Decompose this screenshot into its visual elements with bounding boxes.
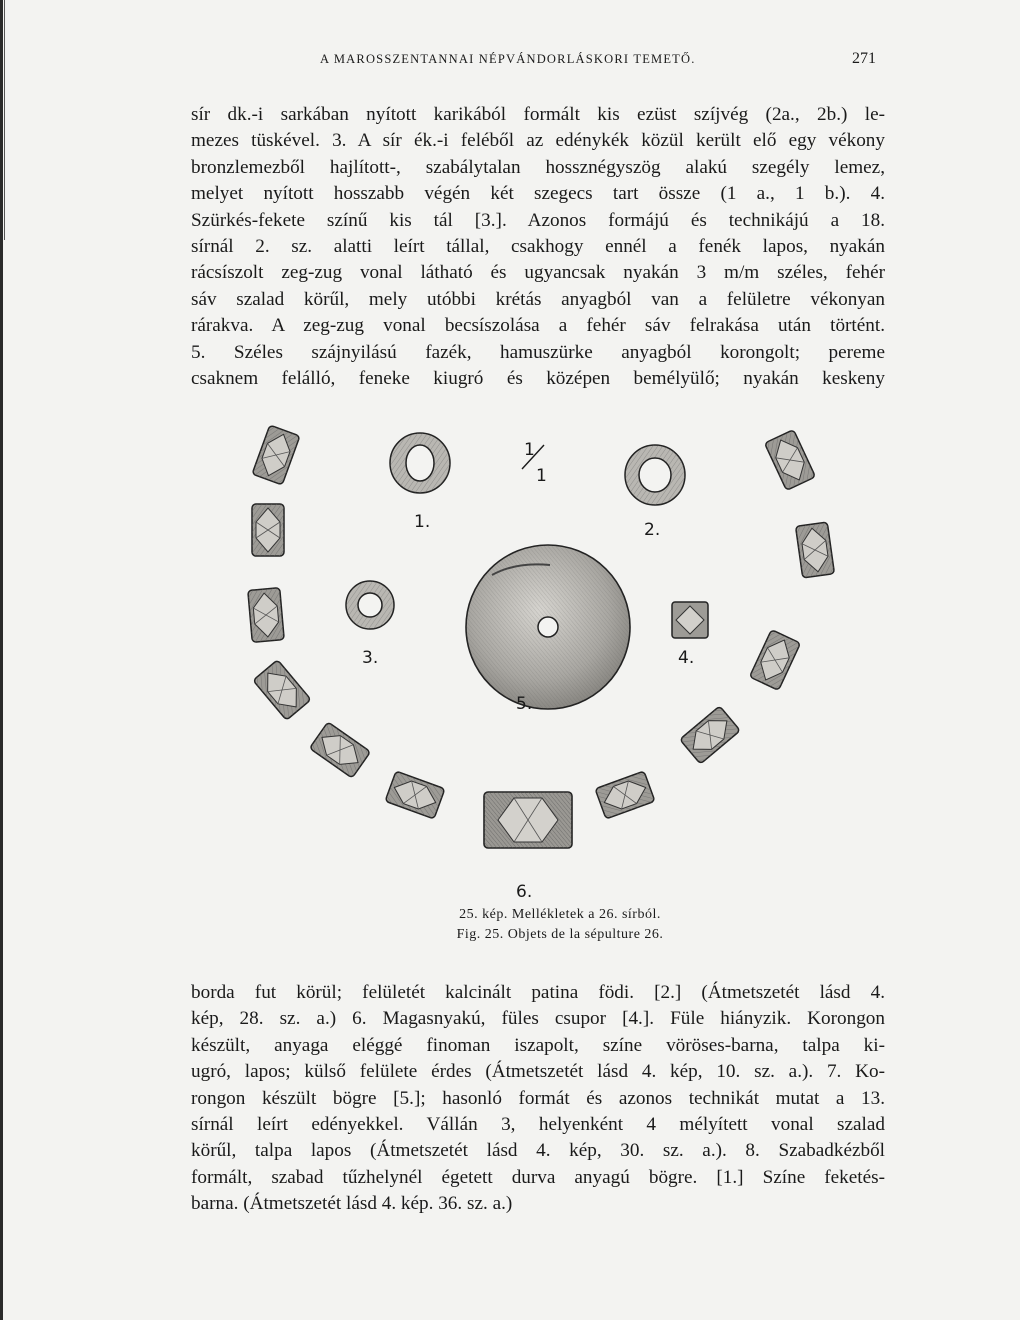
text-line: sírnál leírt edényekkel. Vállán 3, helyenként 4 mélyített vonal szalad <box>191 1114 885 1136</box>
bead <box>252 425 300 485</box>
figure-grave-goods <box>230 415 850 905</box>
scale-denominator: 1 <box>536 466 547 486</box>
text-line: mezes tüskével. 3. A sír ék.-i feléből az edénykék közül került elő egy vékony <box>191 130 885 152</box>
scan-edge <box>0 0 3 1320</box>
text-line: bronzlemezből hajlított-, szabálytalan hossznégyszög alakú szegély lemez, <box>191 156 885 178</box>
bead-large <box>484 792 572 848</box>
bead-4 <box>672 602 708 638</box>
text-line: formált, szabad tűzhelynél égetett durva anyagú bögre. [1.] Színe feketés- <box>191 1166 885 1188</box>
bead <box>253 660 311 720</box>
label-3: 3. <box>362 648 379 668</box>
ring-2 <box>625 445 685 505</box>
bead <box>252 504 284 556</box>
text-line: sírnál 2. sz. alatti leírt tállal, csakhogy ennél a fenék lapos, nyakán <box>191 236 885 258</box>
label-1: 1. <box>414 512 431 532</box>
scale-numerator: 1 <box>524 440 535 460</box>
bead <box>765 430 816 491</box>
bead <box>310 722 371 778</box>
text-line: barna. (Átmetszetét lásd 4. kép. 36. sz. a.) <box>191 1193 513 1215</box>
ring-3 <box>346 581 394 629</box>
text-line: sáv szalad körűl, mely utóbbi krétás anyagból van a felületre vékonyan <box>191 288 885 310</box>
text-line: ugró, lapos; külső felülete érdes (Átmetszetét lásd 4. kép, 10. sz. a.). 7. Ko- <box>191 1061 885 1083</box>
bead <box>248 588 284 643</box>
running-head-title: A MAROSSZENTANNAI NÉPVÁNDORLÁSKORI TEMETŐ. <box>320 52 696 66</box>
text-line: rácsíszolt zeg-zug vonal látható és ugyancsak nyakán 3 m/m széles, fehér <box>191 262 885 284</box>
text-line: kép, 28. sz. a.) 6. Magasnyakú, füles csupor [4.]. Füle hiányzik. Korongon <box>191 1008 885 1030</box>
text-line: körűl, talpa lapos (Átmetszetét lásd 4. kép, 30. sz. a.). 8. Szabadkézből <box>191 1140 885 1162</box>
figure-illustration <box>230 415 850 905</box>
page-number: 271 <box>852 50 876 67</box>
running-head <box>0 50 1020 74</box>
label-6: 6. <box>516 882 533 902</box>
text-line: rárakva. A zeg-zug vonal becsíszolása a fehér sáv felrakása után történt. <box>191 315 885 337</box>
spindle-whorl-5 <box>466 545 630 709</box>
paragraph-bottom <box>191 980 885 1218</box>
scan-edge-shadow <box>4 0 5 240</box>
text-line: melyet nyított hosszabb végén két szegecs tart össze (1 a., 1 b.). 4. <box>191 183 885 205</box>
label-5: 5. <box>516 694 533 714</box>
figure-caption-french: Fig. 25. Objets de la sépulture 26. <box>456 927 664 942</box>
label-4: 4. <box>678 648 695 668</box>
scale-label <box>522 440 547 486</box>
bead <box>680 706 740 764</box>
text-line: 5. Széles szájnyilású fazék, hamuszürke anyagból korongolt; pereme <box>191 341 885 363</box>
paragraph-top <box>191 102 885 392</box>
bead <box>385 771 445 819</box>
text-line: rongon készült bögre [5.]; hasonló formát és azonos technikát mutat a 13. <box>191 1087 885 1109</box>
text-line: Szürkés-fekete színű kis tál [3.]. Azonos formájú és technikájú a 18. <box>191 209 885 231</box>
text-line: sír dk.-i sarkában nyított karikából formált kis ezüst szíjvég (2a., 2b.) le- <box>191 104 885 125</box>
text-line: készült, anyaga eléggé finoman iszapolt, színe vöröses-barna, talpa ki- <box>191 1034 885 1056</box>
label-2: 2. <box>644 520 661 540</box>
bead <box>750 630 801 691</box>
text-line: csaknem felálló, feneke kiugró és középen bemélyülő; nyakán keskeny <box>191 368 885 390</box>
ring-1 <box>390 433 450 493</box>
figure-caption-hungarian: 25. kép. Mellékletek a 26. sírból. <box>459 907 661 922</box>
text-line: borda fut körül; felületét kalcinált patina födi. [2.] (Átmetszetét lásd 4. <box>191 982 885 1003</box>
bead <box>796 522 835 578</box>
bead <box>595 771 655 819</box>
